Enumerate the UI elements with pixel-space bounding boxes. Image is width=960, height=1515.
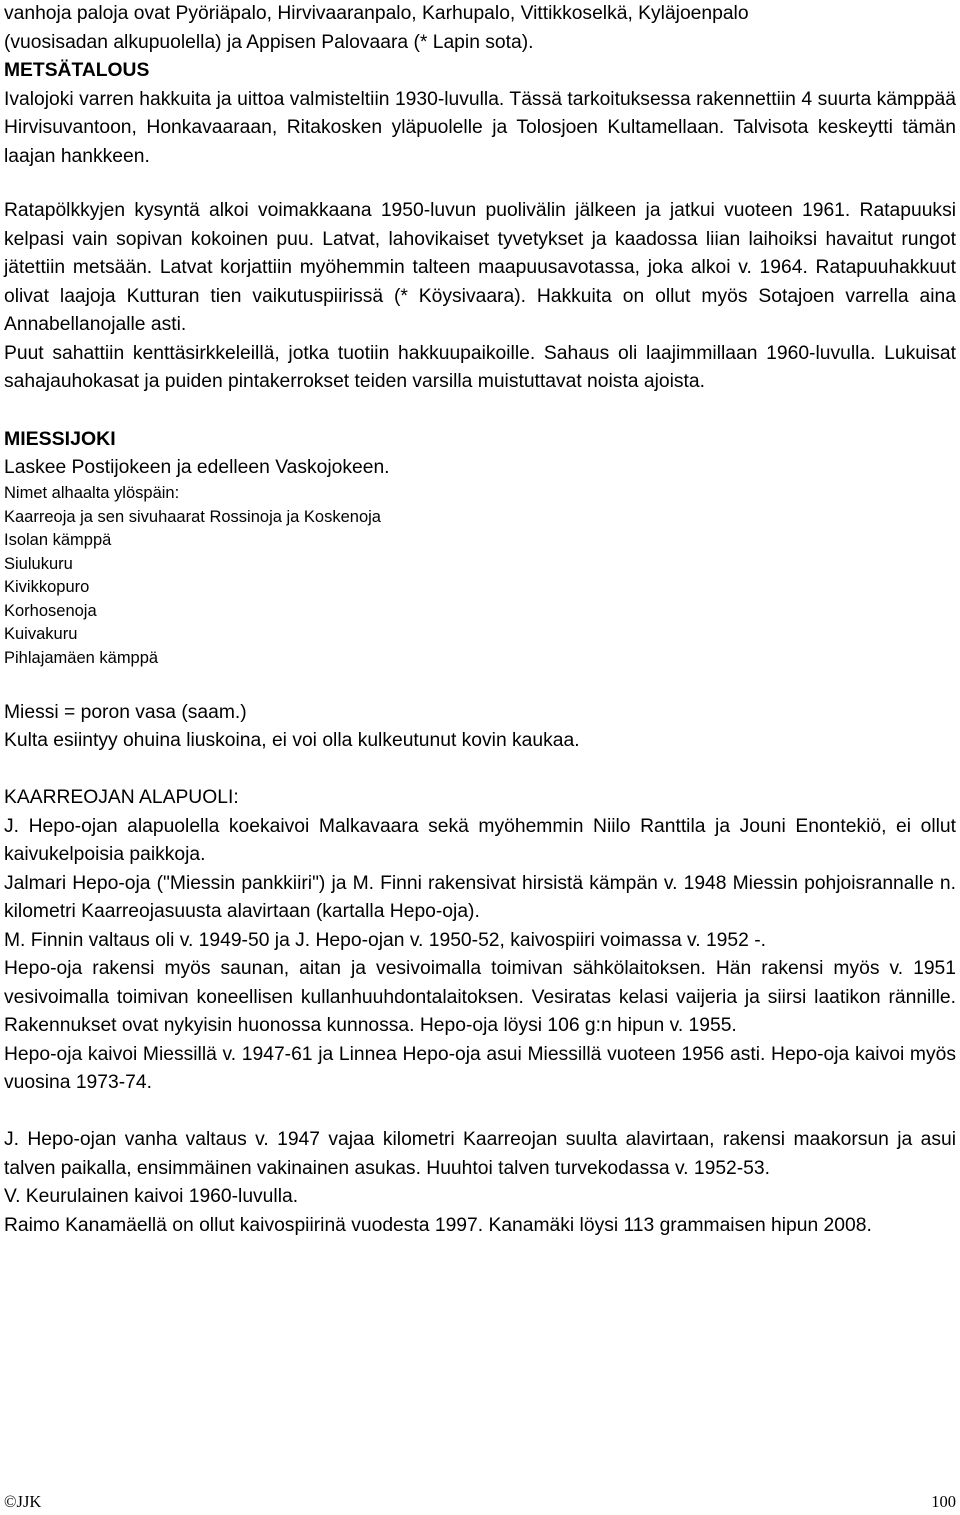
spacer: [4, 397, 956, 426]
page-number: 100: [931, 1492, 956, 1511]
list-item: Kuivakuru: [4, 625, 78, 643]
section-heading-kaarreojan: KAARREOJAN ALAPUOLI:: [4, 787, 239, 808]
list-item: Kaarreoja ja sen sivuhaarat Rossinoja ja Koskenoja: [4, 507, 381, 526]
paragraph: V. Keurulainen kaivoi 1960-luvulla.: [4, 1186, 299, 1207]
list-title: Nimet alhaalta ylöspäin:: [4, 484, 180, 502]
paragraph: Hepo-oja kaivoi Miessillä v. 1947-61 ja Linnea Hepo-oja asui Miessillä vuoteen 1956 asti. Hepo-oja kaivoi myös vuosina 1973-74.: [4, 1043, 956, 1093]
intro-line: (vuosisadan alkupuolella) ja Appisen Palovaara (* Lapin sota).: [4, 31, 534, 53]
paragraph: Raimo Kanamäellä on ollut kaivospiirinä vuodesta 1997. Kanamäki löysi 113 grammaisen hipun 2008.: [4, 1214, 872, 1236]
section-heading-metsatalous: METSÄTALOUS: [4, 60, 150, 81]
paragraph: J. Hepo-ojan alapuolella koekaivoi Malkavaara sekä myöhemmin Niilo Ranttila ja Jouni Enontekiö, ei ollut kaivukelpoisia paikkoja.: [4, 815, 956, 865]
paragraph: M. Finnin valtaus oli v. 1949-50 ja J. Hepo-ojan v. 1950-52, kaivospiiri voimassa v. 1952 -.: [4, 929, 766, 951]
paragraph: J. Hepo-ojan vanha valtaus v. 1947 vajaa kilometri Kaarreojan suulta alavirtaan, rakensi maakorsun ja asui talven paikalla, ensimmäinen vakinainen asukas. Huuhtoi talven turvekodassa v. 1952-53.: [4, 1129, 956, 1179]
spacer: [4, 756, 956, 785]
paragraph: Ivalojoki varren hakkuita ja uittoa valmisteltiin 1930-luvulla. Tässä tarkoituksessa rakennettiin 4 suurta kämppää Hirvisuvantoon, Honkavaaraan, Ritakosken yläpuolelle ja Tolosjoen Kultamellaan. Talvisota keskeytti tämän laajan hankkeen.: [4, 88, 956, 167]
paragraph: Kulta esiintyy ohuina liuskoina, ei voi olla kulkeutunut kovin kaukaa.: [4, 730, 580, 751]
document-body: [4, 0, 956, 1240]
paragraph: Laskee Postijokeen ja edelleen Vaskojokeen.: [4, 456, 390, 478]
paragraph: Ratapölkkyjen kysyntä alkoi voimakkaana 1950-luvun puolivälin jälkeen ja jatkui vuoteen 1961. Ratapuuksi kelpasi vain sopivan kokoinen puu. Latvat, lahovikaiset tyvetykset ja kaadossa liian laihoiksi havaitut rungot jätettiin metsään. Latvat korjattiin myöhemmin talteen maapuusavotassa, joka alkoi v. 1964. Ratapuuhakkuut olivat laajoja Kutturan tien vaikutuspiirissä (* Köysivaara). Hakkuita on ollut myös Sotajoen varrella aina Annabellanojalle asti.: [4, 200, 956, 335]
paragraph: Miessi = poron vasa (saam.): [4, 701, 247, 723]
list-item: Korhosenoja: [4, 601, 97, 620]
paragraph: Jalmari Hepo-oja ("Miessin pankkiiri") ja M. Finni rakensivat hirsistä kämpän v. 1948 Miessin pohjoisrannalle n. kilometri Kaarreojasuusta alavirtaan (kartalla Hepo-oja).: [4, 872, 956, 922]
copyright-text: ©JJK: [4, 1492, 42, 1511]
paragraph: Puut sahattiin kenttäsirkkeleillä, jotka tuotiin hakkuupaikoille. Sahaus oli laajimmillaan 1960-luvulla. Lukuisat sahajauhokasat ja puiden pintakerrokset teiden varsilla muistuttavat noista ajoista.: [4, 342, 956, 392]
list-item: Pihlajamäen kämppä: [4, 648, 159, 667]
paragraph: Hepo-oja rakensi myös saunan, aitan ja vesivoimalla toimivan sähkölaitoksen. Hän rakensi myös v. 1951 vesivoimalla toimivan koneellisen kullanhuuhdontalaitoksen. Vesiratas kelasi vaijeria ja siirsi laatikon rännille. Rakennukset ovat nykyisin huonossa kunnossa. Hepo-oja löysi 106 g:n hipun v. 1955.: [4, 958, 956, 1036]
list-item: Kivikkopuro: [4, 578, 90, 596]
section-heading-miessijoki: MIESSIJOKI: [4, 428, 116, 450]
list-item: Siulukuru: [4, 554, 73, 573]
intro-line: vanhoja paloja ovat Pyöriäpalo, Hirvivaaranpalo, Karhupalo, Vittikkoselkä, Kyläjoenpalo: [4, 3, 749, 24]
spacer: [4, 1098, 956, 1127]
spacer: [4, 171, 956, 197]
spacer: [4, 670, 956, 699]
list-item: Isolan kämppä: [4, 531, 112, 549]
